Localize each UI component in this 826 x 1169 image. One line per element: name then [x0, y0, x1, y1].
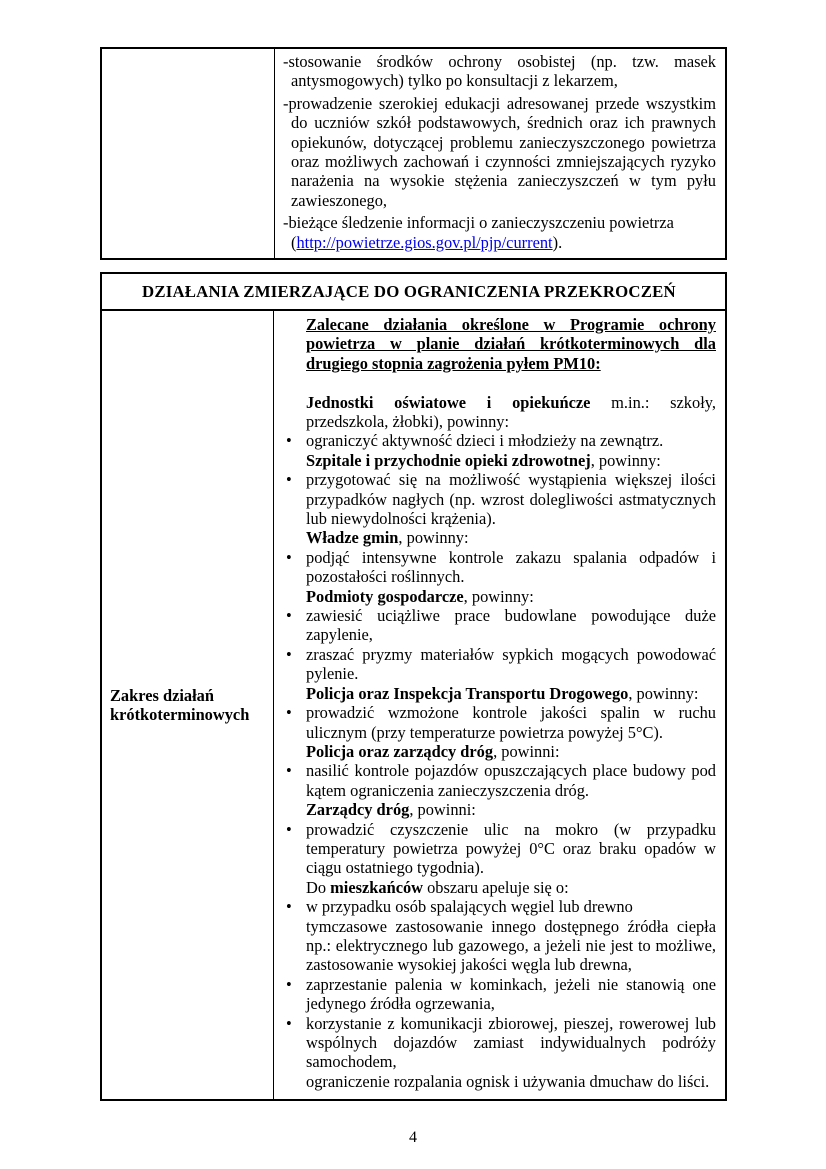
text-segment: ). [552, 232, 563, 252]
bullet-item [286, 703, 716, 742]
row-label-cell [102, 311, 274, 1099]
bold-text-segment: Jednostki oświatowe i opiekuńcze [306, 392, 591, 412]
text-segment: ograniczyć aktywność dzieci i młodzieży na zewnątrz. [306, 431, 664, 451]
paragraph [306, 451, 716, 470]
bold-text-segment: Podmioty gospodarcze [306, 586, 464, 606]
dash-marker: - [283, 52, 289, 71]
text-segment: , powinny: [590, 450, 661, 470]
bold-text-segment: Policja oraz zarządcy dróg [306, 741, 494, 761]
paragraph [306, 393, 716, 432]
text-segment: , powinny: [398, 528, 469, 548]
bullet-item [286, 431, 716, 451]
bullet-marker: • [286, 703, 292, 723]
text-segment: stosowanie środków ochrony osobistej (np. tzw. masek antysmogowych) tylko po konsultacji z lekarzem, [288, 52, 716, 91]
text-segment: ( [291, 232, 297, 252]
paragraph [306, 587, 716, 606]
bold-text-segment: mieszkańców [330, 877, 424, 897]
actions-table-body-row [102, 311, 725, 1099]
text-segment: Do [306, 877, 331, 897]
text-segment: zaprzestanie palenia w kominkach, jeżeli nie stanowią one jedynego źródła ogrzewania, [306, 974, 716, 1014]
bold-text-segment: Władze gmin [306, 528, 399, 548]
text-segment: , powinni: [409, 800, 476, 820]
bold-text-segment: Zarządcy dróg [306, 800, 410, 820]
bullet-marker: • [286, 606, 292, 626]
text-segment: nasilić kontrole pojazdów opuszczających place budowy pod kątem ograniczenia zanieczyszczenia dróg. [306, 761, 716, 800]
bullet-marker: • [286, 644, 292, 664]
bullet-item [286, 819, 716, 878]
page-number: 4 [409, 1129, 417, 1146]
bullet-item [286, 547, 716, 587]
text-segment: bieżące śledzenie informacji o zanieczyszczeniu powietrza [288, 213, 674, 233]
bullet-marker: • [286, 819, 292, 839]
bullet-item [286, 644, 716, 684]
continuation-table [100, 47, 727, 260]
text-segment: Zalecane działania określone w Programie ochrony powietrza w planie działań krótkoterminowych dla drugiego stopnia zagrożenia pyłem PM10: [306, 315, 716, 373]
text-segment: korzystanie z komunikacji zbiorowej, pieszej, rowerowej lub wspólnych dojazdów zamiast indywidualnych podróży samochodem, [306, 1013, 716, 1072]
recommendations-heading [306, 315, 716, 373]
text-segment: prowadzenie szerokiej edukacji adresowanej przede wszystkim do uczniów szkół podstawowych, średnich oraz ich prawnych opiekunów, dotyczącej problemu zanieczyszczonego powietrza oraz możliwych zachowań i czynności zmniejszających ryzyko narażenia na wysokie stężenia zanieczyszczeń w tym pyłu zawieszonego, [288, 93, 716, 210]
bullet-marker: • [286, 1013, 292, 1033]
bullet-marker: • [286, 974, 292, 994]
row-label: Zakres działań krótkoterminowych [110, 685, 250, 725]
air-quality-url-link[interactable]: http://powietrze.gios.gov.pl/pjp/current [296, 232, 553, 252]
dash-item [283, 94, 716, 210]
bullet-item [286, 974, 716, 1014]
text-segment: tymczasowe zastosowanie innego dostępnego źródła ciepła np.: elektrycznego lub gazowego, a jeżeli nie jest to możliwe, zastosowanie wysokiej jakości węgla lub drewna, [306, 916, 716, 975]
short-term-actions-content [274, 311, 725, 1099]
text-segment: zraszać pryzmy materiałów sypkich mogących powodować pylenie. [306, 644, 716, 684]
text-segment: prowadzić wzmożone kontrole jakości spalin w ruchu ulicznym (przy temperaturze powietrza powyżej 5°C). [306, 703, 716, 742]
text-segment: podjąć intensywne kontrole zakazu spalania odpadów i pozostałości roślinnych. [306, 547, 716, 587]
text-segment: przygotować się na możliwość wystąpienia większej ilości przypadków nagłych (np. wzrost dolegliwości astmatycznych lub niewydolności krążenia). [306, 470, 716, 529]
text-segment: w przypadku osób spalających węgiel lub drewno [306, 897, 633, 917]
bullet-item [286, 470, 716, 529]
bullet-item [286, 1013, 716, 1072]
paragraph [306, 878, 716, 897]
text-segment: prowadzić czyszczenie ulic na mokro (w przypadku temperatury powietrza powyżej 0°C oraz braku opadów w ciągu ostatniego tygodnia). [306, 819, 716, 878]
paragraph [306, 1072, 716, 1091]
bullet-marker: • [286, 547, 292, 567]
bullet-marker: • [286, 470, 292, 490]
continuation-table-empty-cell [102, 49, 275, 258]
paragraph [306, 742, 716, 761]
bold-text-segment: Policja oraz Inspekcja Transportu Drogowego [306, 683, 629, 703]
bullet-marker: • [286, 897, 292, 917]
dash-item [283, 213, 716, 252]
dash-list [275, 49, 725, 258]
dash-marker: - [283, 213, 289, 233]
bullet-marker: • [286, 761, 292, 781]
paragraph [306, 528, 716, 547]
paragraph [306, 684, 716, 703]
text-segment: zawiesić uciążliwe prace budowlane powodujące duże zapylenie, [306, 606, 716, 645]
bold-text-segment: Szpitale i przychodnie opieki zdrowotnej [306, 450, 591, 470]
dash-item [283, 52, 716, 91]
bullet-item [286, 606, 716, 645]
text-segment: ograniczenie rozpalania ognisk i używania dmuchaw do liści. [306, 1071, 710, 1091]
paragraph [306, 800, 716, 819]
text-segment: m.in.: szkoły, przedszkola, żłobki), powinny: [306, 392, 716, 432]
text-segment: obszaru apeluje się o: [423, 877, 569, 897]
text-segment: , powinny: [628, 683, 699, 703]
text-segment: , powinny: [463, 586, 534, 606]
dash-marker: - [283, 93, 289, 113]
bullet-marker: • [286, 431, 292, 451]
bullet-item [286, 897, 716, 975]
actions-table-header: DZIAŁANIA ZMIERZAJĄCE DO OGRANICZENIA PRZEKROCZEŃ [102, 274, 725, 311]
blank-line [306, 373, 716, 392]
text-segment: , powinni: [493, 741, 560, 761]
actions-table [100, 272, 727, 1101]
bullet-item [286, 761, 716, 800]
